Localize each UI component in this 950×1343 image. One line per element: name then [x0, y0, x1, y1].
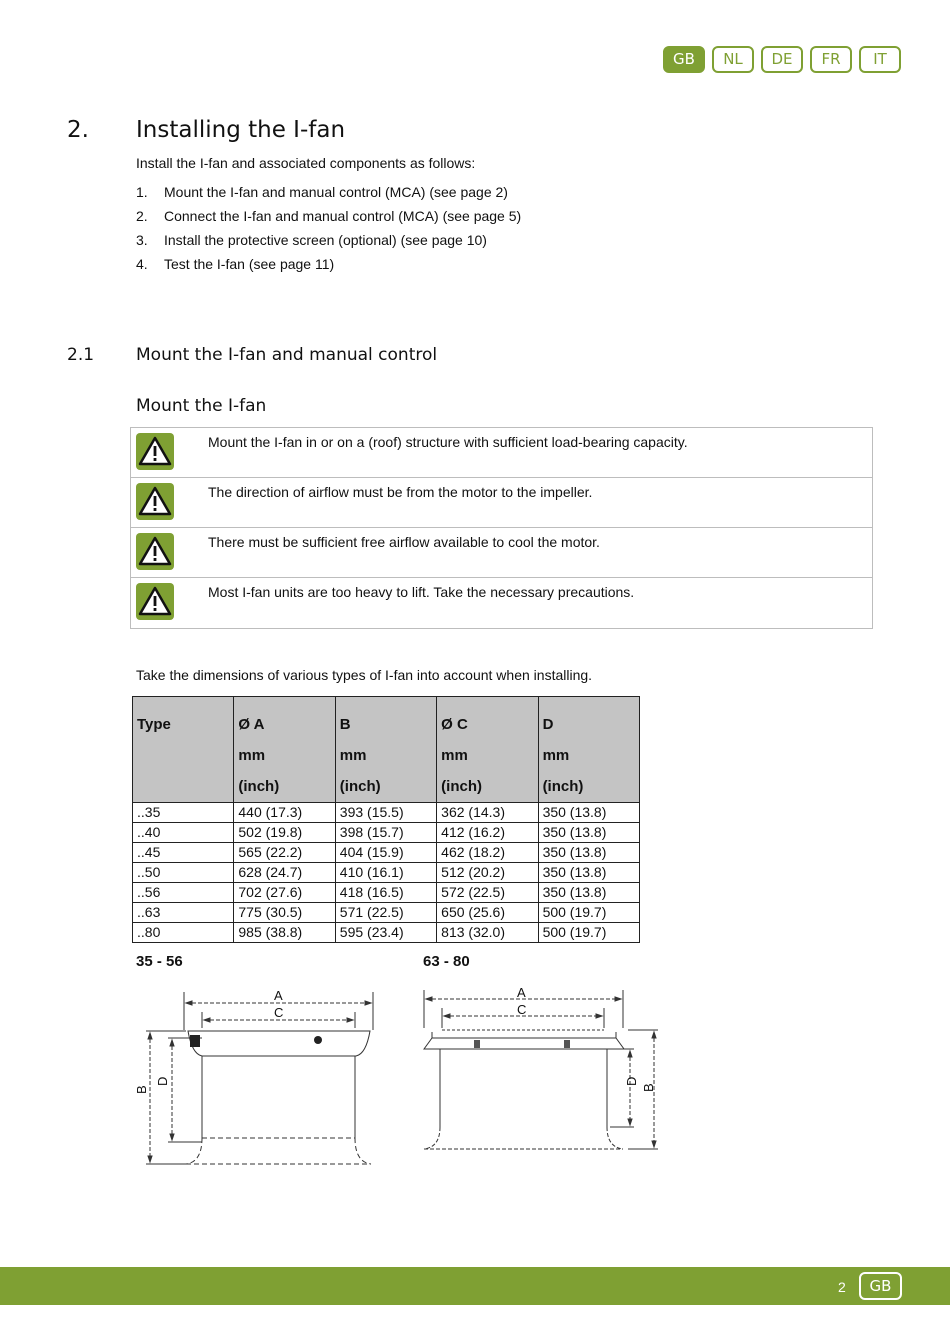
column-header — [538, 697, 639, 803]
column-header — [234, 697, 335, 803]
lang-tab-nl[interactable]: NL — [712, 46, 754, 73]
subsection-number: 2.1 — [67, 345, 95, 365]
dim-label-a: A — [274, 988, 283, 1003]
table-cell: 462 (18.2) — [437, 843, 538, 863]
column-header — [437, 697, 538, 803]
dim-label-d: D — [155, 1076, 170, 1086]
lang-tab-gb[interactable]: GB — [663, 46, 705, 73]
list-item — [136, 256, 521, 280]
table-cell: 398 (15.7) — [335, 823, 436, 843]
table-cell: 362 (14.3) — [437, 803, 538, 823]
header-name: Type — [137, 716, 171, 733]
install-steps-list — [136, 184, 521, 280]
dim-label-a: A — [517, 985, 526, 1000]
table-header-row — [133, 697, 640, 803]
table-cell: 813 (32.0) — [437, 923, 538, 943]
dim-label-b: B — [641, 1083, 656, 1092]
dim-label-c: C — [517, 1002, 527, 1017]
fan-drawing-small — [134, 982, 384, 1172]
column-header — [335, 697, 436, 803]
header-name: D — [542, 716, 554, 733]
table-cell: 350 (13.8) — [538, 843, 639, 863]
table-cell: 650 (25.6) — [437, 903, 538, 923]
table-cell: 350 (13.8) — [538, 883, 639, 903]
table-cell: 410 (16.1) — [335, 863, 436, 883]
warning-text: There must be sufficient free airflow available to cool the motor. — [208, 534, 600, 550]
table-cell: 628 (24.7) — [234, 863, 335, 883]
header-unit: mm — [238, 747, 266, 764]
step-number: 3. — [136, 232, 148, 248]
section-intro: Install the I-fan and associated components as follows: — [136, 155, 476, 171]
warning-row — [131, 428, 872, 478]
table-cell: 500 (19.7) — [538, 903, 639, 923]
table-cell: 350 (13.8) — [538, 803, 639, 823]
column-header — [133, 697, 234, 803]
language-selector — [663, 46, 901, 73]
table-cell: 572 (22.5) — [437, 883, 538, 903]
warning-row — [131, 528, 872, 578]
warning-row — [131, 478, 872, 528]
fan-drawing-large — [418, 982, 668, 1172]
table-cell: 350 (13.8) — [538, 863, 639, 883]
dimensions-intro: Take the dimensions of various types of I-fan into account when installing. — [136, 667, 593, 683]
lang-tab-de[interactable]: DE — [761, 46, 803, 73]
table-cell: 502 (19.8) — [234, 823, 335, 843]
step-number: 2. — [136, 208, 148, 224]
header-unit-inch: (inch) — [441, 778, 482, 795]
list-item — [136, 184, 521, 208]
table-cell: 775 (30.5) — [234, 903, 335, 923]
table-cell: 595 (23.4) — [335, 923, 436, 943]
table-cell: ..35 — [133, 803, 234, 823]
warning-triangle-icon — [136, 433, 174, 470]
table-cell: ..63 — [133, 903, 234, 923]
warning-triangle-icon — [136, 483, 174, 520]
lang-tab-fr[interactable]: FR — [810, 46, 852, 73]
header-name: B — [339, 716, 351, 733]
list-item — [136, 208, 521, 232]
lang-tab-it[interactable]: IT — [859, 46, 901, 73]
figure-label-large: 63 - 80 — [423, 953, 470, 970]
warning-row — [131, 578, 872, 628]
step-text: Install the protective screen (optional) (see page 10) — [164, 232, 487, 248]
table-row — [133, 803, 640, 823]
warning-text: The direction of airflow must be from the motor to the impeller. — [208, 484, 593, 500]
table-cell: 350 (13.8) — [538, 823, 639, 843]
table-row — [133, 903, 640, 923]
warning-text: Mount the I-fan in or on a (roof) structure with sufficient load-bearing capacity. — [208, 434, 688, 450]
table-cell: 571 (22.5) — [335, 903, 436, 923]
step-text: Test the I-fan (see page 11) — [164, 256, 335, 272]
header-unit: mm — [441, 747, 468, 764]
step-text: Connect the I-fan and manual control (MCA) (see page 5) — [164, 208, 522, 224]
table-cell: 500 (19.7) — [538, 923, 639, 943]
table-row — [133, 843, 640, 863]
section-title: Installing the I-fan — [136, 117, 346, 143]
table-cell: 404 (15.9) — [335, 843, 436, 863]
header-unit-inch: (inch) — [542, 778, 584, 795]
table-row — [133, 863, 640, 883]
page-number: 2 — [838, 1279, 846, 1295]
table-row — [133, 923, 640, 943]
header-name: Ø A — [238, 716, 265, 733]
header-unit-inch: (inch) — [238, 778, 280, 795]
list-item — [136, 232, 521, 256]
section-number: 2. — [67, 117, 89, 143]
subsection-title: Mount the I-fan and manual control — [136, 345, 438, 365]
warning-triangle-icon — [136, 583, 174, 620]
table-cell: 440 (17.3) — [234, 803, 335, 823]
warning-text: Most I-fan units are too heavy to lift. Take the necessary precautions. — [208, 584, 635, 600]
warning-triangle-icon — [136, 533, 174, 570]
step-number: 4. — [136, 256, 148, 272]
header-unit: mm — [339, 747, 367, 764]
table-cell: ..40 — [133, 823, 234, 843]
table-cell: 565 (22.2) — [234, 843, 335, 863]
table-cell: 512 (20.2) — [437, 863, 538, 883]
table-cell: ..80 — [133, 923, 234, 943]
table-cell: ..45 — [133, 843, 234, 863]
footer-bar — [0, 1267, 950, 1305]
dim-label-d: D — [624, 1076, 639, 1086]
table-cell: 418 (16.5) — [335, 883, 436, 903]
table-cell: ..56 — [133, 883, 234, 903]
step-text: Mount the I-fan and manual control (MCA) (see page 2) — [164, 184, 508, 200]
table-row — [133, 883, 640, 903]
dim-label-c: C — [274, 1005, 284, 1020]
table-cell: 985 (38.8) — [234, 923, 335, 943]
table-cell: 412 (16.2) — [437, 823, 538, 843]
dim-label-b: B — [134, 1085, 149, 1094]
table-cell: ..50 — [133, 863, 234, 883]
dimensions-table — [132, 696, 640, 943]
header-unit-inch: (inch) — [339, 778, 381, 795]
step-number: 1. — [136, 184, 148, 200]
warnings-box — [130, 427, 873, 629]
footer-lang-badge: GB — [859, 1272, 902, 1300]
subheading: Mount the I-fan — [136, 396, 267, 416]
figure-label-small: 35 - 56 — [136, 953, 183, 970]
header-unit: mm — [542, 747, 570, 764]
header-name: Ø C — [441, 716, 468, 733]
table-row — [133, 823, 640, 843]
table-cell: 702 (27.6) — [234, 883, 335, 903]
table-cell: 393 (15.5) — [335, 803, 436, 823]
